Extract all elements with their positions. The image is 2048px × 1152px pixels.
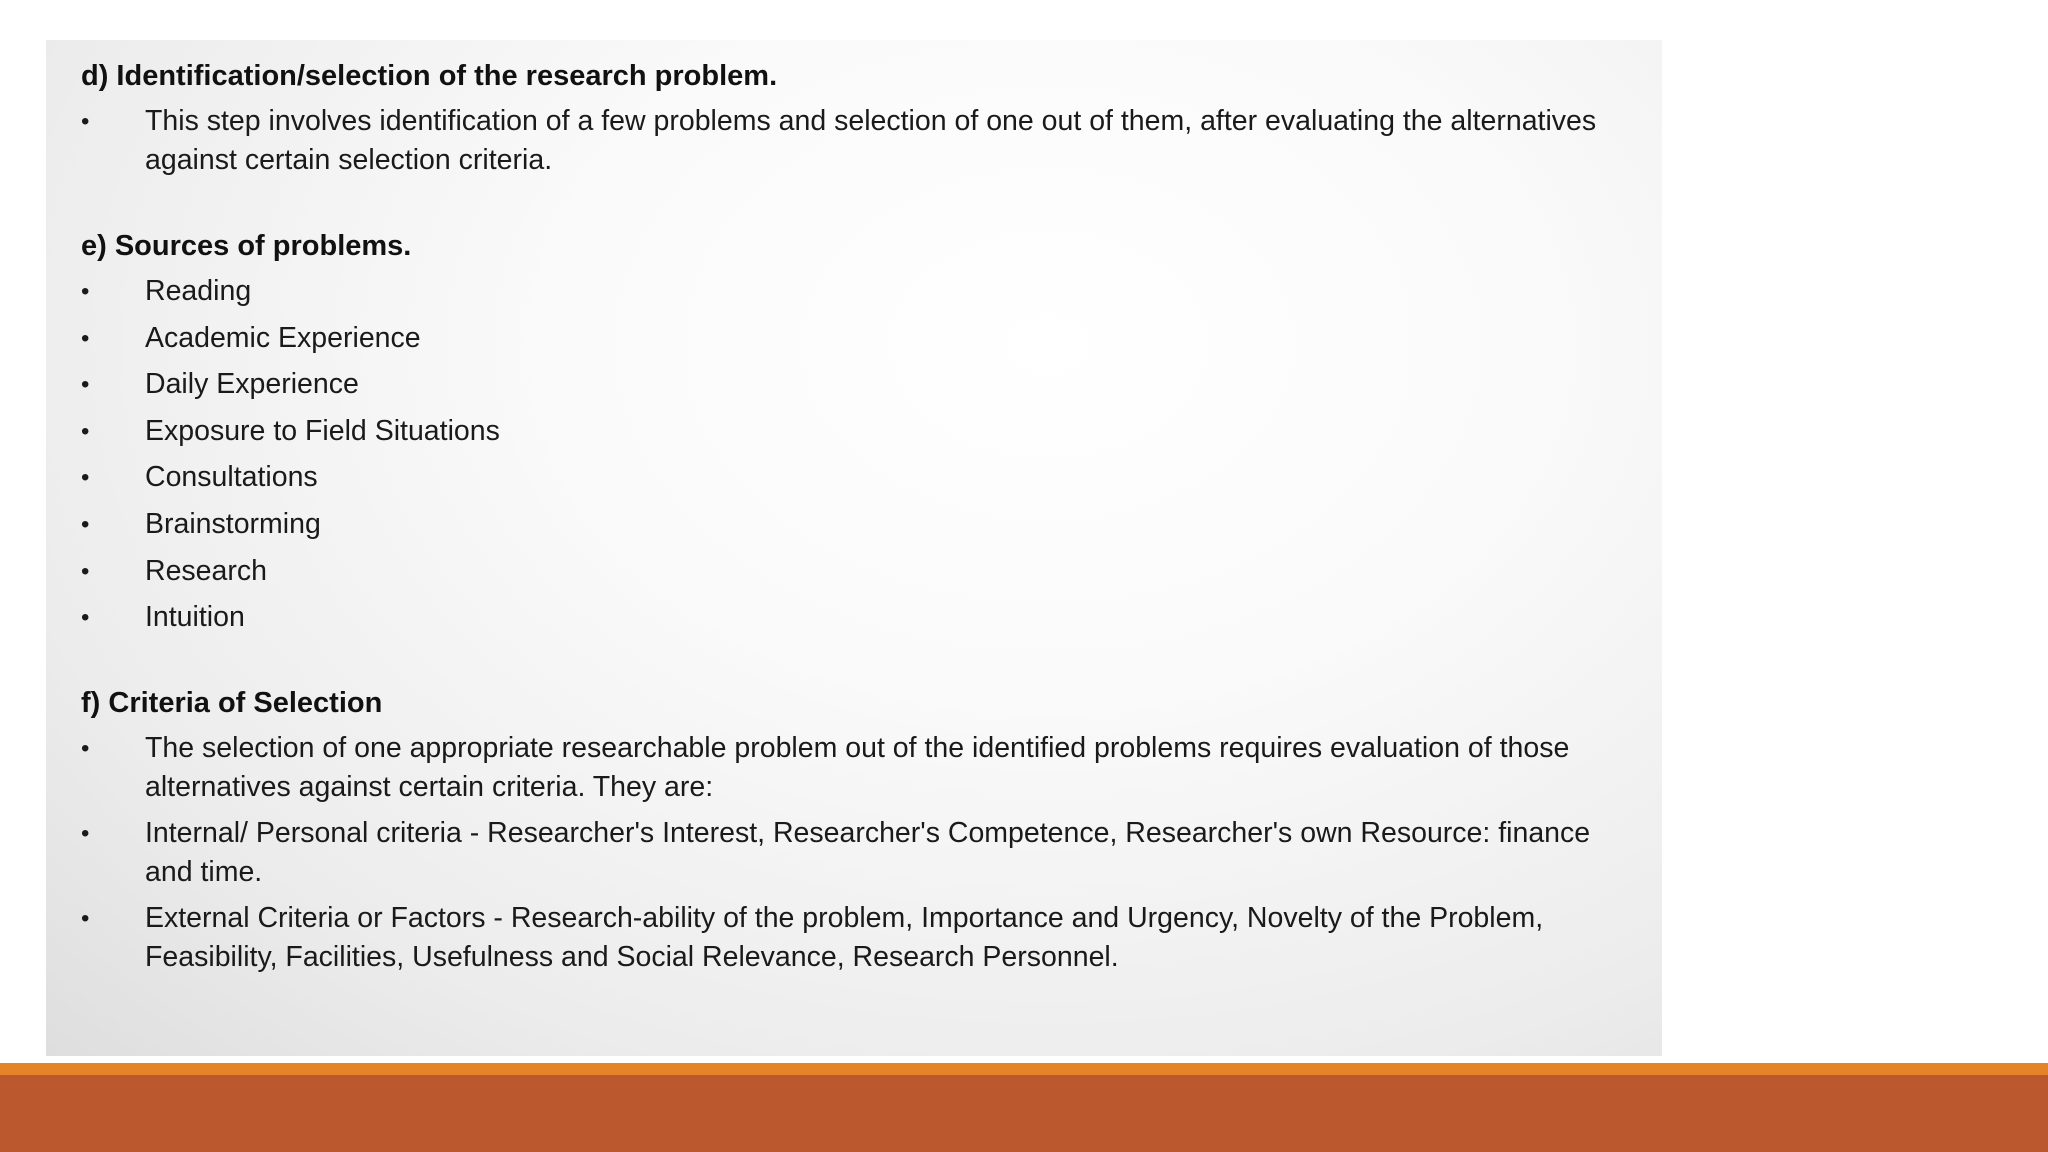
list-item xyxy=(81,319,1642,358)
list-item xyxy=(81,552,1642,591)
list-item-text: This step involves identification of a few problems and selection of one out of them, after evaluating the alternatives against certain selection criteria. xyxy=(145,105,1597,176)
list-item xyxy=(81,899,1642,977)
list-item-text: Reading xyxy=(145,275,252,307)
list-item-text: Exposure to Field Situations xyxy=(145,414,500,447)
bullet-icon: • xyxy=(81,510,90,538)
list-item xyxy=(81,365,1642,404)
list-item xyxy=(81,272,1642,311)
list-item-text: Daily Experience xyxy=(145,368,359,401)
bullet-icon: • xyxy=(81,735,90,763)
list-item xyxy=(81,505,1642,544)
footer-accent-stripe xyxy=(0,1063,2048,1075)
section-e-heading: e) Sources of problems. xyxy=(81,230,412,262)
list-item xyxy=(81,412,1642,451)
list-item xyxy=(81,598,1642,637)
list-item xyxy=(81,458,1642,497)
list-item xyxy=(81,102,1642,180)
list-item-text: External Criteria or Factors - Research-ability of the problem, Importance and Urgency, Novelty of the Problem, Feasibility, Facilities, Usefulness and Social Relevance, Research Personnel. xyxy=(145,902,1544,974)
section-d-list xyxy=(81,102,1642,180)
list-item-text: Research xyxy=(145,554,267,587)
section-e-list xyxy=(81,272,1642,637)
bullet-icon: • xyxy=(81,905,90,933)
bullet-icon: • xyxy=(81,604,90,632)
bullet-icon: • xyxy=(81,820,90,848)
list-item-text: Intuition xyxy=(145,601,245,634)
bullet-icon: • xyxy=(81,324,90,352)
content-panel xyxy=(46,40,1662,1056)
list-item-text: Internal/ Personal criteria - Researcher's Interest, Researcher's Competence, Researcher's own Resource: finance and time. xyxy=(145,817,1591,889)
bullet-icon: • xyxy=(81,371,90,399)
section-f-heading: f) Criteria of Selection xyxy=(81,687,383,720)
bullet-icon: • xyxy=(81,557,90,585)
section-d-heading: d) Identification/selection of the research problem. xyxy=(81,60,778,92)
list-item-text: The selection of one appropriate researchable problem out of the identified problems requires evaluation of those alternatives against certain criteria. They are: xyxy=(145,732,1570,804)
bullet-icon: • xyxy=(81,464,90,492)
list-item xyxy=(81,729,1642,807)
list-item-text: Brainstorming xyxy=(145,507,321,540)
bullet-icon: • xyxy=(81,278,90,305)
list-item-text: Consultations xyxy=(145,461,318,494)
list-item xyxy=(81,814,1642,892)
bullet-icon: • xyxy=(81,108,90,135)
list-item-text: Academic Experience xyxy=(145,321,421,354)
section-f-list xyxy=(81,729,1642,977)
footer-band xyxy=(0,1075,2048,1152)
bullet-icon: • xyxy=(81,417,90,445)
